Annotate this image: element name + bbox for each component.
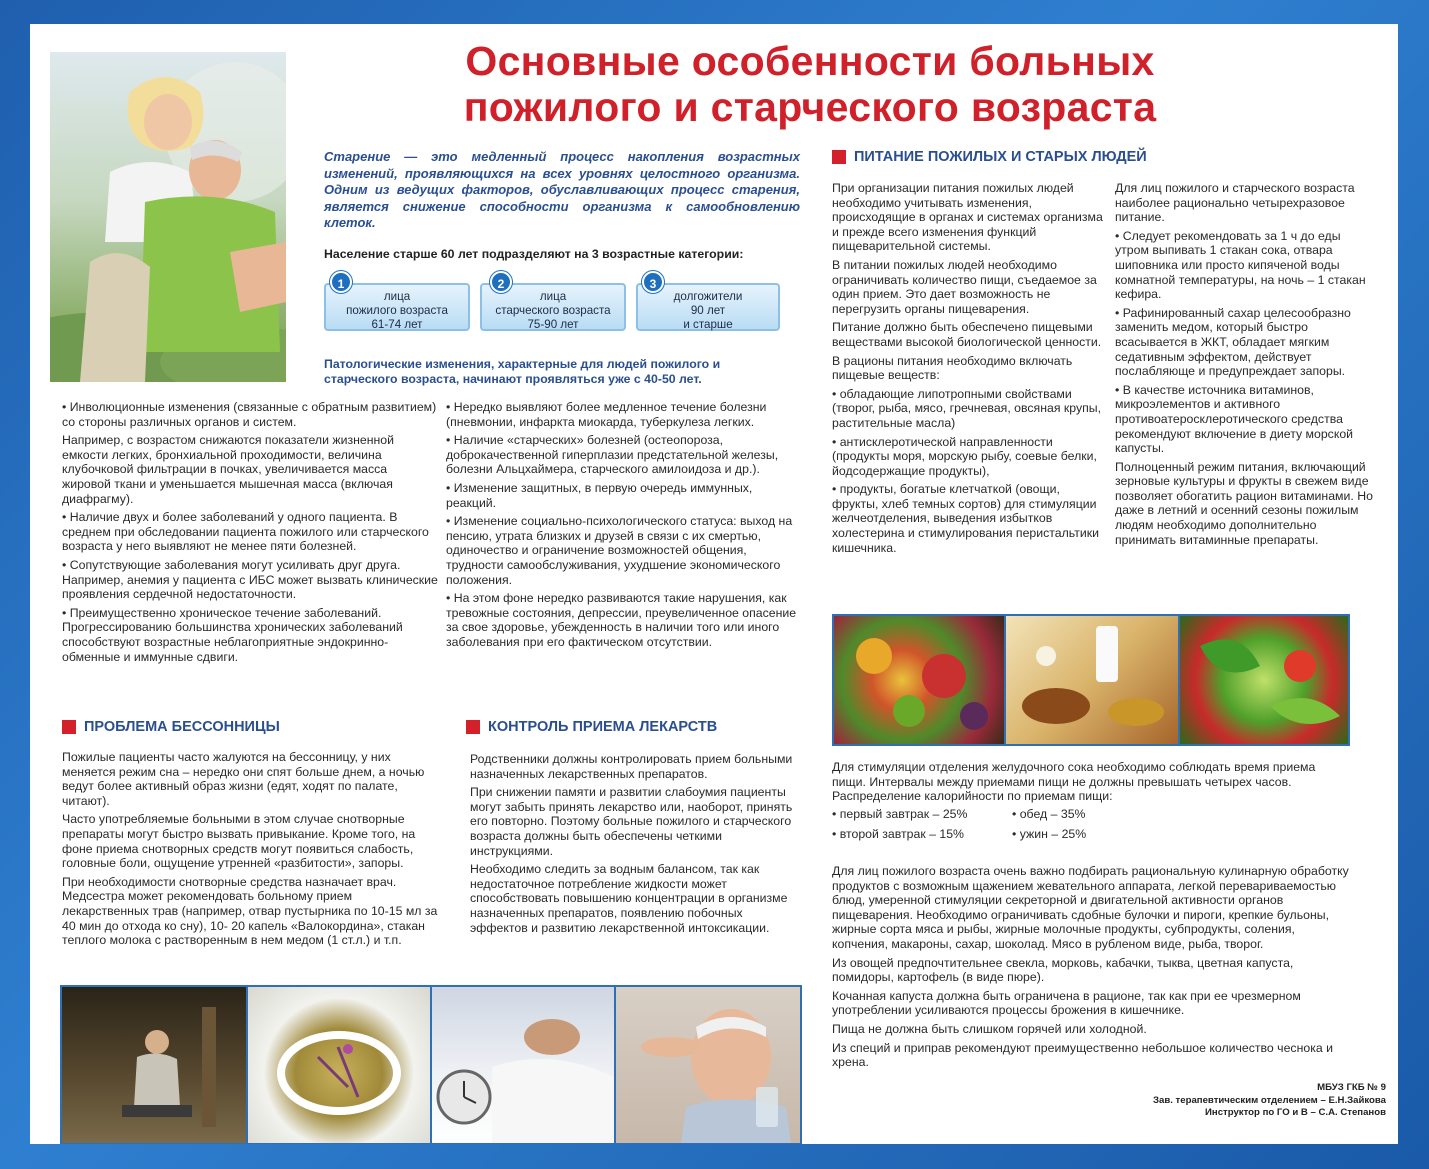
nutrition-para: • Следует рекомендовать за 1 ч до еды утром выпивать 1 стакан сока, отвара шиповника или просто кипяченой воды комнатной температуры, на ночь – 1 стакан кефира.	[1115, 228, 1366, 302]
category-1-line3: 61-74 лет	[371, 317, 423, 331]
meal-breakfast-1: • первый завтрак – 25%	[832, 807, 968, 821]
nutrition-para: • обладающие липотропными свойствами (творог, рыба, мясо, гречневая, овсяная крупы, растительные масла)	[832, 386, 1102, 430]
nutrition-heading	[832, 149, 1147, 165]
insomnia-para: Пожилые пациенты часто жалуются на бессонницу, у них меняется режим сна – нередко они спят больше днем, а ночью ведут более активный образ жизни (едят, ходят по палате, читают).	[62, 750, 425, 808]
category-3-line3: и старше	[683, 317, 733, 331]
nutrition-para: При организации питания пожилых людей необходимо учитывать изменения, происходящие в органах и системах организма и прежде всего изменения функций пищеварительной системы.	[832, 181, 1103, 254]
poster-title	[360, 38, 1260, 130]
category-1-line1: лица	[383, 290, 411, 303]
meal-breakfast-2: • второй завтрак – 15%	[832, 827, 964, 841]
drugs-para: Необходимо следить за водным балансом, так как недостаточное потребление жидкости может способствовать повышению концентрации в организме назначенных препаратов, появлению побочных эффектов и развитию лекарственной интоксикации.	[470, 862, 788, 935]
nutrition-para: • Рафинированный сахар целесообразно заменить медом, который быстро всасывается в ЖКТ, обладает мягким седативным эффектом, действует послабляюще и предупреждает запоры.	[1115, 305, 1351, 379]
category-2-line3: 75-90 лет	[527, 317, 579, 331]
category-senile	[480, 277, 626, 331]
left-column	[62, 400, 438, 668]
herbal-tea-photo	[248, 987, 430, 1143]
credit-org: МБУЗ ГКБ № 9	[1317, 1082, 1386, 1093]
insomnia-text	[62, 750, 442, 952]
population-heading: Население старше 60 лет подразделяют на 3 возрастные категории:	[324, 247, 744, 261]
left-item: • Сопутствующие заболевания могут усиливать друг друга. Например, анемия у пациента с ИБС может вызвать клинические проявления сердечной недостаточности.	[62, 557, 438, 602]
nutrition-bottom	[832, 864, 1354, 1074]
drugs-para: Родственники должны контролировать прием больными назначенных лекарственных препаратов.	[470, 752, 793, 781]
title-line-2: пожилого и старческого возраста	[463, 84, 1157, 130]
elderly-couple-photo	[50, 52, 286, 382]
credit-line-2: Инструктор по ГО и В – С.А. Степанов	[1205, 1107, 1386, 1118]
nutrition-column-1	[832, 181, 1108, 559]
mid-item: • Изменение защитных, в первую очередь иммунных, реакций.	[446, 480, 753, 510]
drugs-para: При снижении памяти и развитии слабоумия пациенты могут забыть принять лекарство или, наоборот, принять его повторно. Поэтому больные пожилого и старческого возраста должны быть обеспечены четкими инструкциями.	[470, 785, 793, 858]
left-item: • Наличие двух и более заболеваний у одного пациента. В среднем при обследовании пациента пожилого или старческого возраста у него выявляют не менее пяти болезней.	[62, 510, 429, 554]
mid-item: • Наличие «старческих» болезней (остеопороза, доброкачественной гиперплазии предстательной железы, болезни Альцхаймера, старческого амилоидоза и др.).	[446, 433, 779, 477]
title-line-1: Основные особенности больных	[465, 38, 1155, 84]
mid-item: • Нередко выявляют более медленное течение болезни (пневмонии, инфаркта миокарда, туберкулеза легких.	[446, 400, 767, 429]
category-2-line2: старческого возраста	[495, 303, 611, 317]
insomnia-heading	[62, 719, 280, 735]
poster	[30, 24, 1398, 1144]
nutrition-para: • антисклеротической направленности (продукты моря, морскую рыбу, соевые белки, йодсодержащие продукты),	[832, 434, 1097, 478]
category-3-line1: долгожители	[673, 290, 743, 303]
red-square-icon	[466, 720, 480, 734]
grains-dairy-photo	[1006, 616, 1178, 744]
category-long-livers	[636, 277, 780, 331]
left-item: • Преимущественно хроническое течение заболеваний. Прогрессированию большинства хронических заболеваний способствуют возрастные неблагоприятные эндокринно-обменные и иммунные сдвиги.	[62, 605, 403, 664]
category-3-line2: 90 лет	[690, 303, 726, 317]
category-2-line1: лица	[539, 290, 567, 303]
pills-patient-photo	[616, 987, 800, 1143]
nutrition-para: Питание должно быть обеспечено пищевыми веществами высокой биологической ценности.	[832, 320, 1102, 349]
alarm-clock-bed-photo	[432, 987, 614, 1143]
nutrition-bottom-para: Из овощей предпочтительнее свекла, морковь, кабачки, тыква, цветная капуста, помидоры, картофель (в виде пюре).	[832, 955, 1294, 985]
insomnia-para: При необходимости снотворные средства назначает врач. Медсестра может рекомендовать больному прием лекарственных трав (например, отвар пустырника по 10-15 мл за 40 мин до отхода ко сну), 10- 20 капель «Валокордина», стакан теплого молока с растворенным в нем медом (1 ст.л.) и т.п.	[62, 874, 438, 948]
nutrition-para: Для лиц пожилого и старческого возраста наиболее рационально четырехразовое питание.	[1115, 181, 1355, 225]
drugs-text	[470, 752, 800, 939]
fruits-photo	[834, 616, 1004, 744]
intro-text: Старение — это медленный процесс накопления возрастных изменений, проявляющихся на всех уровнях целостного организма. Одним из ведущих факторов, обуславливающих процесс старения, является снижение способности организма к самообновлению клеток.	[324, 149, 800, 231]
meal-lunch: • обед – 35%	[1012, 807, 1086, 821]
left-item: • Инволюционные изменения (связанные с обратным развитием) со стороны различных органов и систем.	[62, 400, 437, 429]
pathology-heading: Патологические изменения, характерные для людей пожилого и старческого возраста, начинают проявляться уже с 40-50 лет.	[324, 357, 721, 386]
category-number-2: 2	[490, 271, 512, 293]
nutrition-para: Полноценный режим питания, включающий зерновые культуры и фрукты в свежем виде позволяет обогатить рацион витаминами. Но даже в летний и осенний сезоны пожилым людям необходимо дополнительно принимать витаминные препараты.	[1115, 459, 1373, 547]
nutrition-heading-text: ПИТАНИЕ ПОЖИЛЫХ И СТАРЫХ ЛЮДЕЙ	[854, 149, 1147, 165]
credits	[1153, 1082, 1386, 1120]
insomnia-para: Часто употребляемые больными в этом случае снотворные препараты могут быстро вызвать привыкание. Кроме того, на фоне приема снотворных средств могут появиться слабость, головные боли, ощущение утренней «разбитости», запоры.	[62, 812, 416, 871]
nutrition-bottom-para: Кочанная капуста должна быть ограничена в рационе, так как при ее чрезмерном употреблении усиливаются процессы брожения в кишечнике.	[832, 988, 1301, 1018]
red-square-icon	[832, 150, 846, 164]
photo-strip	[60, 985, 802, 1144]
category-number-1: 1	[330, 271, 352, 293]
meal-dinner: • ужин – 25%	[1012, 827, 1087, 841]
nutrition-bottom-para: Пища не должна быть слишком горячей или холодной.	[832, 1021, 1147, 1036]
drugs-heading	[466, 719, 717, 735]
food-photo-strip	[832, 614, 1350, 746]
drugs-heading-text: КОНТРОЛЬ ПРИЕМА ЛЕКАРСТВ	[488, 719, 718, 735]
credit-line-1: Зав. терапевтическим отделением – Е.Н.Зайкова	[1152, 1094, 1386, 1106]
nutrition-para: • В качестве источника витаминов, микроэлементов и активного противоатеросклеротического средства рекомендуют включение в диету морской капусты.	[1115, 382, 1354, 456]
sleepless-man-photo	[62, 987, 246, 1143]
nutrition-bottom-para: Для лиц пожилого возраста очень важно подбирать рациональную кулинарную обработку продуктов с возможным щажением жевательного аппарата, легкой перевариваемостью блюд, умеренной стимуляции секреторной и двигательной активности органов пищеварения. Необходимо ограничивать сдобные булочки и пироги, крепкие бульоны, жирные сорта мяса и рыбы, жирные молочные продукты, субпродукты, соления, копчения, макароны, сахар, шоколад. Мясо в рубленом виде, рыба, творог.	[832, 864, 1349, 951]
stimulation-text: Для стимуляции отделения желудочного сока необходимо соблюдать время приема пищи. Интервалы между приемами пищи не должны превышать четырех часов. Распределение калорийности по приемам пищи:	[832, 760, 1316, 804]
category-1-line2: пожилого возраста	[346, 303, 448, 317]
left-item: Например, с возрастом снижаются показатели жизненной емкости легких, бронхиальной проходимости, величина клубочковой фильтрации в почках, увеличивается масса жировой ткани и уменьшается мышечная масса (включая диафрагму).	[62, 433, 395, 506]
category-number-3: 3	[642, 271, 664, 293]
mid-item: • На этом фоне нередко развиваются такие нарушения, как тревожные состояния, депрессии, преувеличенное опасение за свое здоровье, убежденность в наличии того или иного заболевания при его фактическом отсутствии.	[446, 591, 797, 649]
nutrition-para: • продукты, богатые клетчаткой (овощи, фрукты, хлеб темных сортов) для стимуляции желчеотделения, выведения избытков холестерина и стимулирования перистальтики кишечника.	[832, 482, 1099, 555]
mid-item: • Изменение социально-психологического статуса: выход на пенсию, утрата близких и друзей в связи с их смертью, одиночество и ограничение возможностей общения, трудности самообслуживания, ухудшение экономического положения.	[446, 514, 793, 587]
salad-photo	[1180, 616, 1348, 744]
nutrition-column-2	[1115, 181, 1377, 551]
insomnia-heading-text: ПРОБЛЕМА БЕССОННИЦЫ	[84, 719, 280, 735]
nutrition-bottom-para: Из специй и приправ рекомендуют преимущественно небольшое количество чеснока и хрена.	[832, 1040, 1333, 1070]
red-square-icon	[62, 720, 76, 734]
nutrition-para: В питании пожилых людей необходимо ограничивать количество пищи, съедаемое за один прием. Это дает возможность не перегрузить органы пищеварения.	[832, 257, 1097, 316]
nutrition-para: В рационы питания необходимо включать пищевые веществ:	[832, 353, 1073, 383]
middle-column	[446, 400, 802, 654]
category-elderly	[324, 277, 470, 331]
